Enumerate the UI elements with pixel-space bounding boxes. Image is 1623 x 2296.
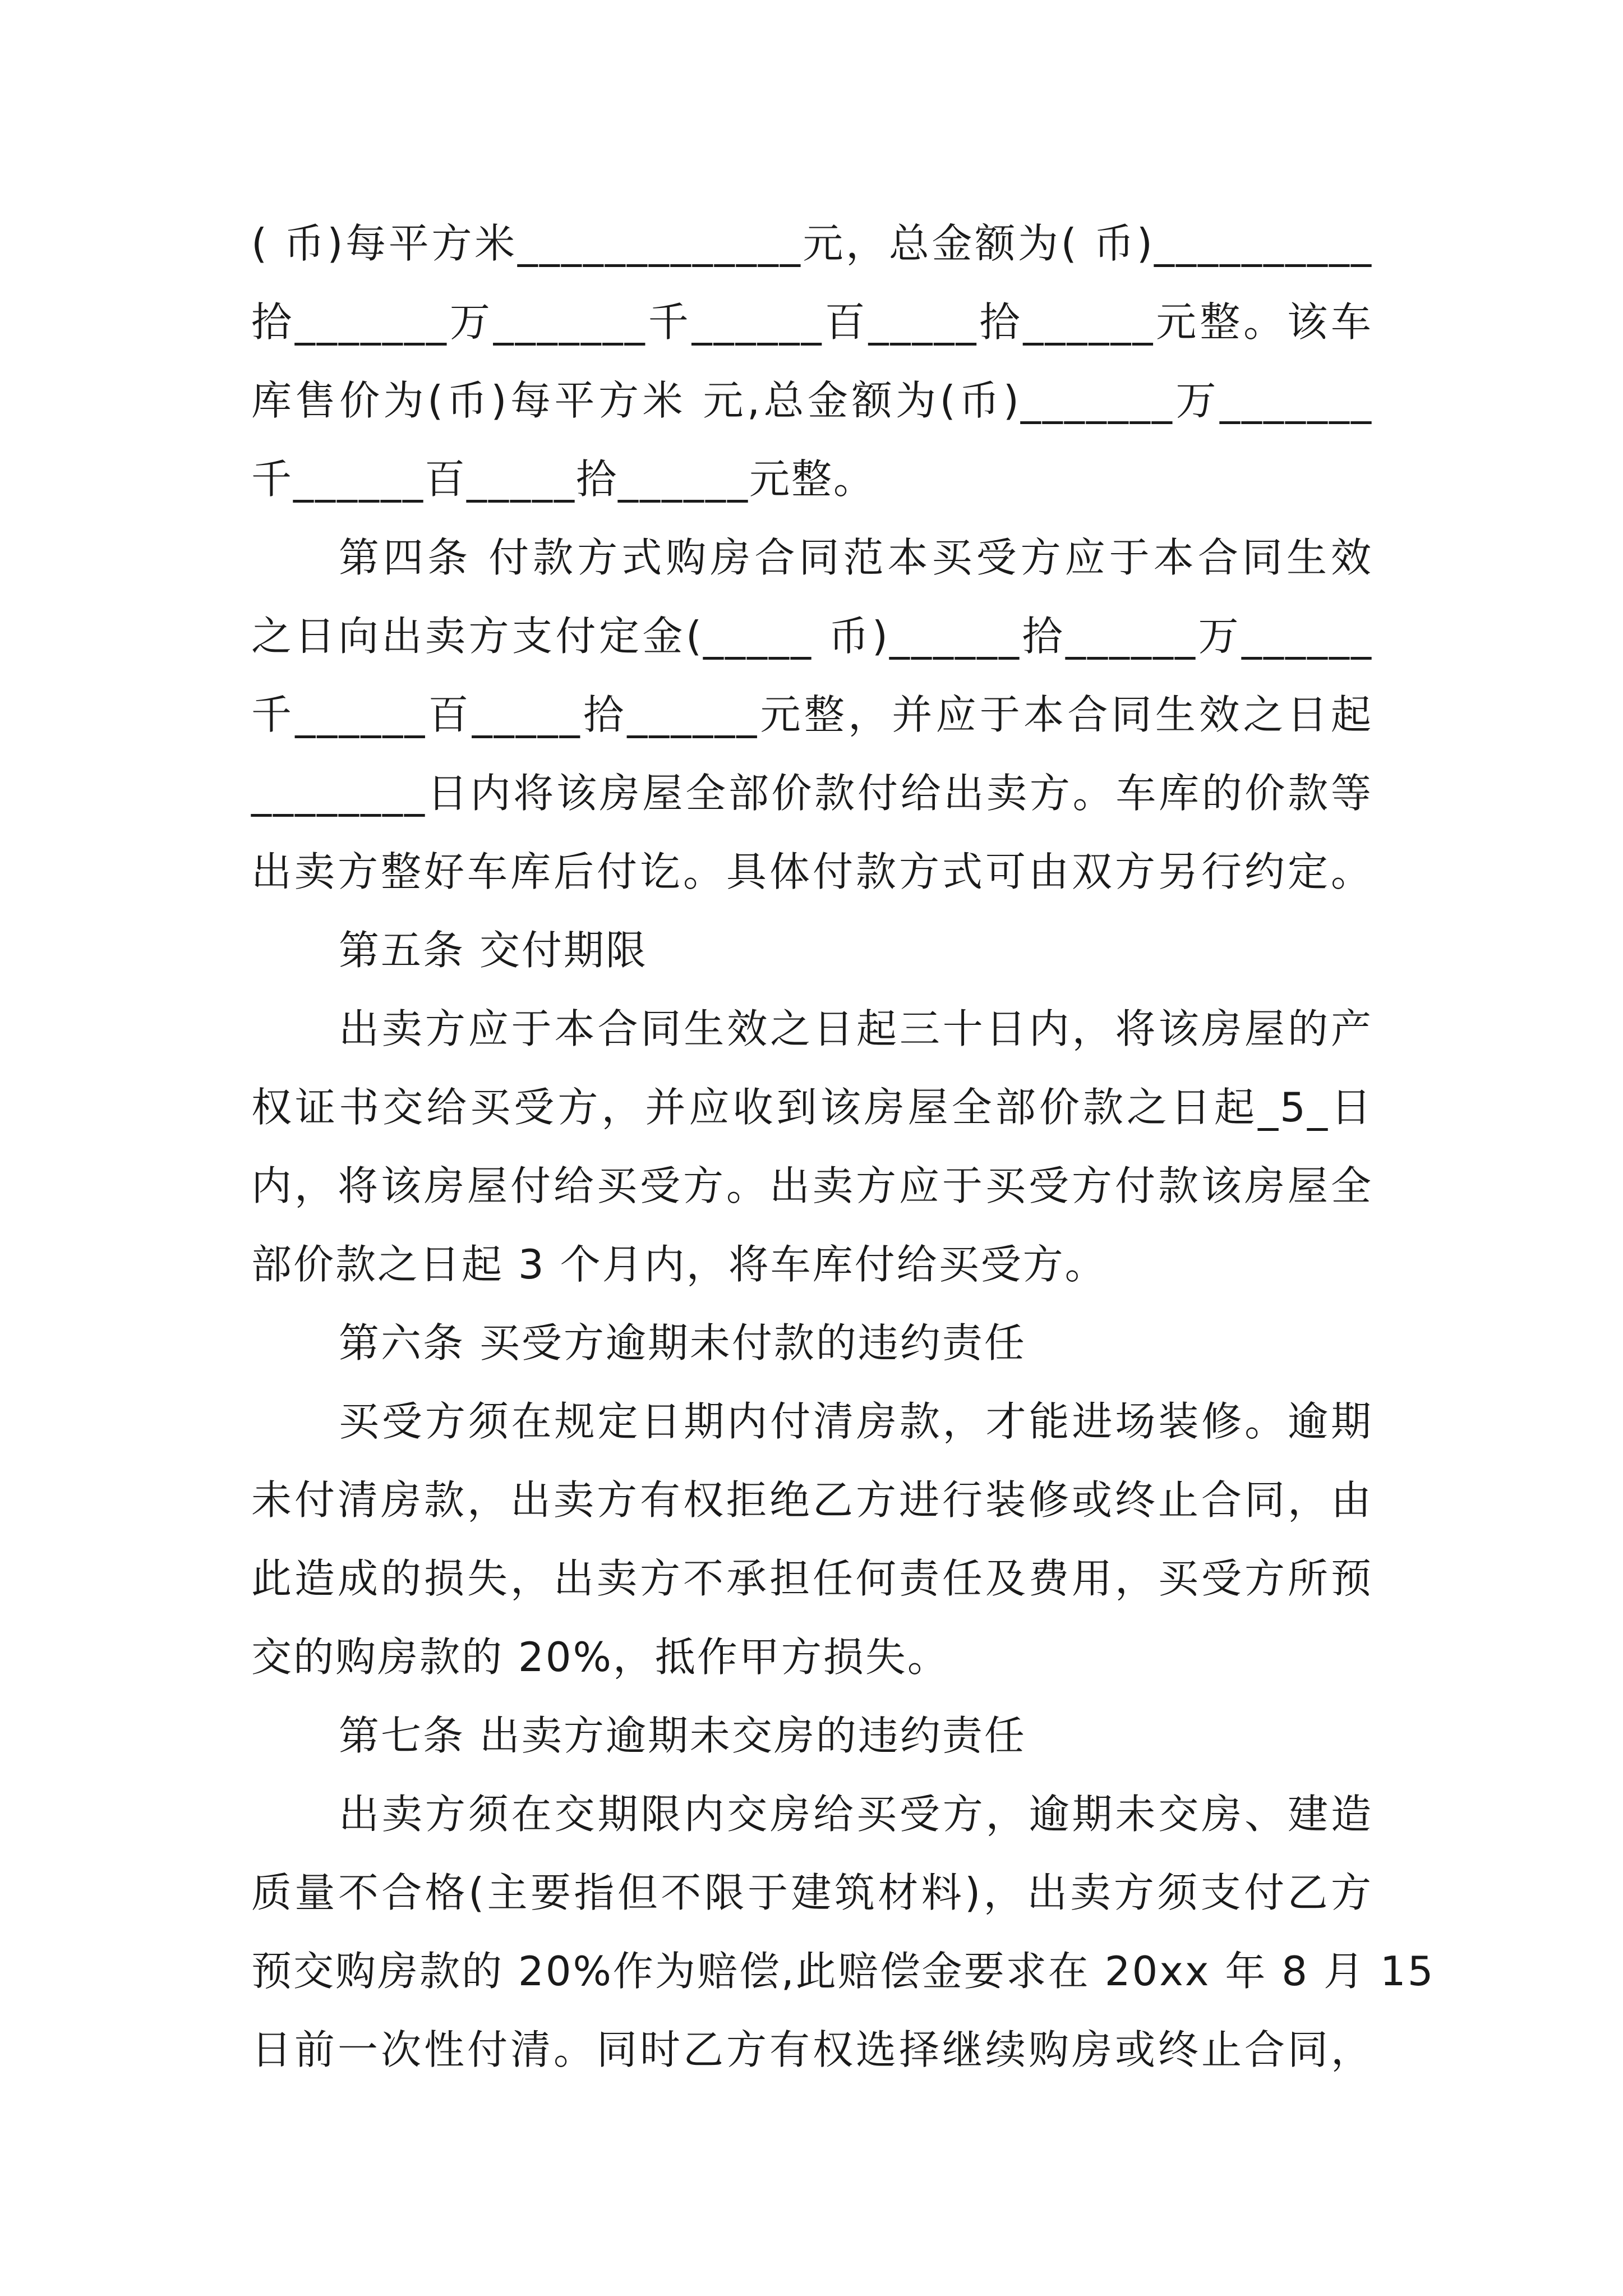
text-line-22: 质量不合格(主要指但不限于建筑材料)，出卖方须支付乙方 [251,1869,1373,1916]
text-line-12: 权证书交给买受方，并应收到该房屋全部价款之日起_5_日 [251,1084,1373,1131]
text-line-16: 买受方须在规定日期内付清房款，才能进场装修。逾期 [339,1398,1373,1445]
article-5-heading: 第五条 交付期限 [339,927,648,974]
text-line-13: 内，将该房屋付给买受方。出卖方应于买受方付款该房屋全 [251,1162,1373,1209]
text-line-18: 此造成的损失，出卖方不承担任何责任及费用，买受方所预 [251,1555,1373,1602]
text-line-19: 交的购房款的 20%，抵作甲方损失。 [251,1634,949,1681]
text-line-21: 出卖方须在交期限内交房给买受方，逾期未交房、建造 [339,1791,1373,1838]
text-line-4: 千______百_____拾______元整。 [251,455,876,503]
text-line-3: 库售价为(币)每平方米 元,总金额为(币)_______万_______ [251,377,1373,424]
text-line-17: 未付清房款，出卖方有权拒绝乙方进行装修或终止合同，由 [251,1476,1373,1524]
text-line-11: 出卖方应于本合同生效之日起三十日内，将该房屋的产 [339,1005,1373,1052]
article-7-heading: 第七条 出卖方逾期未交房的违约责任 [339,1712,1026,1759]
text-line-24: 日前一次性付清。同时乙方有权选择继续购房或终止合同， [251,2026,1373,2073]
text-line-1: ( 币)每平方米_____________元，总金额为( 币)__________ [251,220,1373,267]
article-6-heading: 第六条 买受方逾期未付款的违约责任 [339,1319,1026,1366]
text-line-7: 千______百_____拾______元整，并应于本合同生效之日起 [251,691,1373,738]
text-line-23: 预交购房款的 20%作为赔偿,此赔偿金要求在 20xx 年 8 月 15 [251,1948,1435,1995]
article-4-heading-line: 第四条 付款方式购房合同范本买受方应于本合同生效 [339,534,1373,581]
text-line-2: 拾_______万_______千______百_____拾______元整。该车 [251,298,1373,346]
text-line-9: 出卖方整好车库后付讫。具体付款方式可由双方另行约定。 [251,848,1373,895]
text-line-8: ________日内将该房屋全部价款付给出卖方。车库的价款等 [251,770,1373,817]
text-line-6: 之日向出卖方支付定金(_____ 币)______拾______万______ [251,613,1373,660]
text-line-14: 部价款之日起 3 个月内，将车库付给买受方。 [251,1241,1107,1288]
